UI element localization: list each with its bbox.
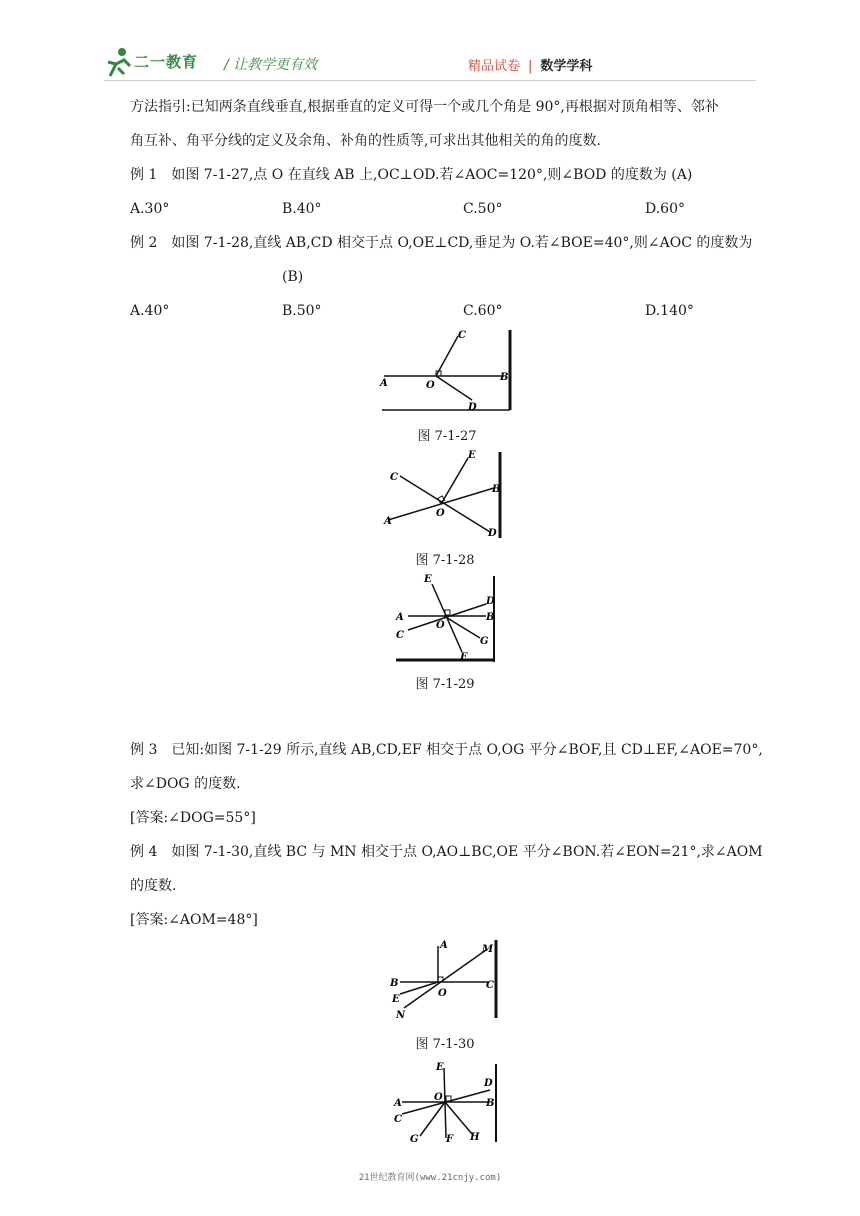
figure-7-1-27-caption: 图 7-1-27 [417, 429, 477, 444]
example-2-answer: (B) [282, 269, 304, 285]
method-line-1: 方法指引:已知两条直线垂直,根据垂直的定义可得一个或几个角是 90°,再根据对顶角相等、邻补 [130, 99, 719, 115]
figure-7-1-30 [386, 938, 502, 1024]
slogan: / 让教学更有效 [224, 57, 318, 73]
figure-7-1-30-caption: 图 7-1-30 [415, 1037, 475, 1052]
example-3-line-2: 求∠DOG 的度数. [130, 776, 241, 792]
ex1-option-c: C.50° [463, 201, 503, 217]
fig29-label-d: D [486, 596, 495, 607]
fig31-label-e: E [436, 1062, 444, 1073]
figure-7-1-31 [390, 1060, 502, 1146]
fig31-label-o: O [434, 1092, 443, 1103]
fig31-label-d: D [484, 1078, 493, 1089]
fig31-label-h: H [470, 1132, 480, 1143]
fig30-label-e: E [392, 994, 400, 1005]
fig31-label-f: F [446, 1134, 454, 1145]
ex2-option-b: B.50° [282, 303, 322, 319]
figure-7-1-29 [392, 572, 500, 664]
example-3: 例 3 已知:如图 7-1-29 所示,直线 AB,CD,EF 相交于点 O,OG 平分∠BOF,且 CD⊥EF,∠AOE=70°, [130, 742, 763, 758]
example-1: 例 1 如图 7-1-27,点 O 在直线 AB 上,OC⊥OD.若∠AOC=120°,则∠BOD 的度数为 (A) [130, 167, 693, 183]
brand-separator: | [528, 59, 533, 74]
fig29-label-f: F [460, 652, 468, 663]
fig27-label-o: O [426, 380, 435, 391]
fig28-label-o: O [436, 508, 445, 519]
ex1-option-b: B.40° [282, 201, 322, 217]
example-2: 例 2 如图 7-1-28,直线 AB,CD 相交于点 O,OE⊥CD,垂足为 O.若∠BOE=40°,则∠AOC 的度数为 [130, 235, 753, 251]
ex2-option-a: A.40° [130, 303, 170, 319]
fig28-label-a: A [384, 516, 392, 527]
fig27-label-a: A [380, 378, 388, 389]
fig29-label-a: A [396, 612, 404, 623]
brand-label: 精品试卷 [468, 59, 521, 74]
fig29-label-b: B [486, 612, 495, 623]
fig30-label-c: C [486, 980, 494, 991]
fig30-label-a: A [440, 940, 448, 951]
fig30-label-n: N [396, 1010, 406, 1021]
page-header [0, 0, 860, 90]
figure-7-1-29-caption: 图 7-1-29 [415, 677, 475, 692]
fig29-label-c: C [396, 630, 404, 641]
figure-7-1-28-caption: 图 7-1-28 [415, 553, 475, 568]
logo-text: 二一教育 [134, 53, 199, 71]
example-4-line-2: 的度数. [130, 878, 177, 894]
fig30-label-b: B [390, 978, 399, 989]
fig28-label-b: B [492, 484, 501, 495]
fig30-label-o: O [438, 988, 447, 999]
fig29-label-o: O [436, 620, 445, 631]
method-line-2: 角互补、角平分线的定义及余角、补角的性质等,可求出其他相关的角的度数. [130, 133, 601, 149]
header-divider [104, 80, 756, 81]
ex1-option-a: A.30° [130, 201, 170, 217]
example-3-answer: [答案:∠DOG=55°] [130, 810, 256, 826]
fig27-label-c: C [458, 330, 466, 341]
subject-name: 数学学科 [540, 59, 593, 74]
subject-label [468, 55, 592, 74]
fig28-label-e: E [468, 450, 476, 461]
fig27-label-d: D [468, 402, 477, 413]
ex2-option-c: C.60° [463, 303, 503, 319]
ex1-option-d: D.60° [645, 201, 685, 217]
site-logo [104, 46, 214, 82]
fig29-label-g: G [480, 636, 489, 647]
figure-7-1-28 [380, 448, 506, 540]
page-footer: 21世纪教育网(www.21cnjy.com) [358, 1173, 502, 1183]
example-4-answer: [答案:∠AOM=48°] [130, 912, 258, 928]
fig31-label-b: B [486, 1098, 495, 1109]
fig27-label-b: B [500, 372, 509, 383]
fig31-label-g: G [410, 1134, 419, 1145]
fig31-label-c: C [394, 1114, 402, 1125]
fig31-label-a: A [394, 1098, 402, 1109]
runner-logo-icon [104, 46, 134, 78]
fig29-label-e: E [424, 574, 432, 585]
fig28-label-d: D [488, 528, 497, 539]
fig30-label-m: M [482, 944, 494, 955]
figure-7-1-27 [376, 326, 516, 414]
ex2-option-d: D.140° [645, 303, 694, 319]
fig28-label-c: C [390, 472, 398, 483]
example-4: 例 4 如图 7-1-30,直线 BC 与 MN 相交于点 O,AO⊥BC,OE 平分∠BON.若∠EON=21°,求∠AOM [130, 844, 763, 860]
